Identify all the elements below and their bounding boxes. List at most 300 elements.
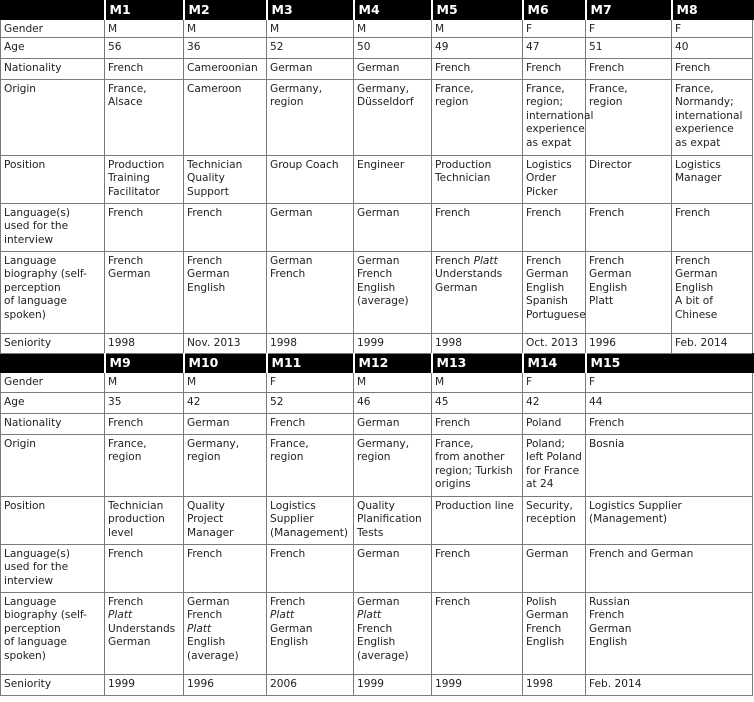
cell-line: English xyxy=(526,281,565,294)
cell-line: spoken) xyxy=(4,649,46,662)
table-cell: 1996 xyxy=(184,675,267,696)
table-cell: 45 xyxy=(432,393,523,414)
table-cell: 42 xyxy=(184,393,267,414)
table-cell: 1999 xyxy=(105,675,184,696)
table-row xyxy=(1,497,753,545)
table-row xyxy=(1,252,753,334)
row-label: Position xyxy=(1,497,105,545)
cell-line: interview xyxy=(4,574,54,587)
table-cell xyxy=(672,80,753,156)
cell-line: Portuguese xyxy=(526,308,586,321)
cell-line: German xyxy=(108,636,151,649)
table-cell xyxy=(586,435,753,497)
table-cell xyxy=(354,497,432,545)
cell-line: Logistics xyxy=(270,500,316,512)
cell-line: Production xyxy=(108,159,165,171)
table-row xyxy=(1,334,753,354)
table-cell: French xyxy=(267,545,354,593)
cell-line: Russian xyxy=(589,596,630,608)
cell-line: Düsseldorf xyxy=(357,96,414,109)
table-cell xyxy=(586,593,753,675)
table-cell: 46 xyxy=(354,393,432,414)
cell-line: English xyxy=(589,281,628,294)
participant-header: M6 xyxy=(523,1,586,20)
table-cell xyxy=(523,497,586,545)
table-cell: French xyxy=(432,414,523,435)
cell-line: Alsace xyxy=(108,96,143,109)
table-cell: M xyxy=(184,373,267,393)
table-cell xyxy=(432,497,523,545)
cell-line: experience xyxy=(526,123,585,136)
participant-header: M4 xyxy=(354,1,432,20)
table-row xyxy=(1,393,753,414)
cell-line: Supplier xyxy=(270,513,314,526)
cell-line: France, xyxy=(108,438,147,450)
cell-line: Quality xyxy=(187,500,225,512)
cell-line: region xyxy=(589,96,623,109)
table-cell xyxy=(105,252,184,334)
participant-header: M10 xyxy=(184,354,267,373)
table-cell xyxy=(267,593,354,675)
row-label: Position xyxy=(1,156,105,204)
table-cell xyxy=(523,435,586,497)
table-cell: German xyxy=(523,545,586,593)
cell-line: Order Picker xyxy=(526,172,558,198)
table-cell xyxy=(184,593,267,675)
participant-header: M1 xyxy=(105,1,184,20)
table-cell: 56 xyxy=(105,38,184,59)
cell-line: German xyxy=(589,268,632,281)
table-cell: Feb. 2014 xyxy=(586,675,753,696)
participant-header: M8 xyxy=(672,1,753,20)
cell-line: Platt xyxy=(589,295,614,308)
table-cell xyxy=(105,593,184,675)
cell-line: Logistics xyxy=(526,159,572,171)
table-cell xyxy=(432,156,523,204)
cell-line: Planification xyxy=(357,513,422,526)
cell-line: French xyxy=(270,268,306,281)
cell-line: region xyxy=(270,451,304,464)
table-cell: French xyxy=(105,204,184,252)
cell-line: Technician xyxy=(435,172,491,185)
cell-line: Manager xyxy=(187,526,234,539)
participant-header: M15 xyxy=(586,354,753,373)
cell-line: (average) xyxy=(357,295,409,308)
header-corner xyxy=(1,354,105,373)
cell-line: German xyxy=(357,596,400,608)
cell-line: (average) xyxy=(357,649,409,662)
table-cell: French xyxy=(432,204,523,252)
table-cell xyxy=(432,80,523,156)
cell-line: Cameroon xyxy=(187,83,242,95)
cell-line: Germany, xyxy=(270,83,323,95)
cell-line: English xyxy=(187,281,226,294)
table-cell: 52 xyxy=(267,393,354,414)
table-cell xyxy=(354,593,432,675)
cell-line: left Poland xyxy=(526,451,582,464)
cell-line: Understands xyxy=(435,268,503,281)
table-cell xyxy=(105,497,184,545)
cell-line: Platt xyxy=(187,622,212,635)
cell-line: German xyxy=(270,622,313,635)
table-cell: French xyxy=(672,204,753,252)
cell-line: Production line xyxy=(435,500,514,512)
table-cell: M xyxy=(354,373,432,393)
row-label: Nationality xyxy=(1,414,105,435)
table-cell xyxy=(523,80,594,156)
row-label: Age xyxy=(1,38,105,59)
table-cell: 2006 xyxy=(267,675,354,696)
table-cell: M xyxy=(267,20,354,38)
cell-line: Project xyxy=(187,513,224,526)
cell-line: experience xyxy=(675,123,734,136)
table-row xyxy=(1,435,753,497)
table-cell: 1998 xyxy=(267,334,354,354)
table-cell xyxy=(105,80,184,156)
table-cell xyxy=(432,435,523,497)
cell-line: French xyxy=(187,609,223,622)
table-row xyxy=(1,59,753,80)
cell-line: reception xyxy=(526,513,576,526)
table-cell: M xyxy=(354,20,432,38)
cell-line: from another xyxy=(435,451,505,464)
table-cell: Nov. 2013 xyxy=(184,334,267,354)
table-cell xyxy=(105,435,184,497)
cell-line: France, xyxy=(270,438,309,450)
participant-header: M11 xyxy=(267,354,354,373)
table-cell: Feb. 2014 xyxy=(672,334,753,354)
row-label: Gender xyxy=(1,373,105,393)
participant-header: M3 xyxy=(267,1,354,20)
table-cell: German xyxy=(267,59,354,80)
cell-line: A bit of xyxy=(675,295,714,308)
table-cell: German xyxy=(354,59,432,80)
table-cell: 1999 xyxy=(354,675,432,696)
table-cell: F xyxy=(586,373,753,393)
cell-line: perception xyxy=(4,281,61,294)
cell-line: region xyxy=(357,451,391,464)
cell-line: French xyxy=(526,622,562,635)
table-cell: French xyxy=(105,59,184,80)
table-cell: French xyxy=(105,545,184,593)
table-cell xyxy=(184,435,267,497)
cell-line: Poland; xyxy=(526,438,565,450)
participant-header: M13 xyxy=(432,354,523,373)
table-cell xyxy=(432,252,523,334)
table-cell: German xyxy=(184,414,267,435)
cell-line: Tests xyxy=(357,526,384,539)
cell-line: English xyxy=(589,636,628,649)
cell-line: French xyxy=(589,255,625,267)
table-cell: French xyxy=(523,59,586,80)
cell-line: German xyxy=(435,281,478,294)
cell-line: Language(s) xyxy=(4,207,71,219)
table-cell xyxy=(184,497,267,545)
table-cell: German xyxy=(354,204,432,252)
table-cell: French xyxy=(184,545,267,593)
table-cell xyxy=(523,156,586,204)
table-row xyxy=(1,38,753,59)
cell-line: English xyxy=(526,636,565,649)
cell-line: as expat xyxy=(526,136,572,149)
table-row xyxy=(1,414,753,435)
table-cell: M xyxy=(432,373,523,393)
table-cell xyxy=(586,497,753,545)
cell-line: German xyxy=(675,268,718,281)
cell-line: French xyxy=(589,609,625,622)
cell-line: of language xyxy=(4,295,67,308)
cell-line: Manager xyxy=(675,172,722,185)
table-cell: F xyxy=(523,20,586,38)
cell-line: French xyxy=(435,596,471,608)
cell-line: Logistics xyxy=(675,159,721,171)
cell-line: English xyxy=(270,636,309,649)
table-cell xyxy=(586,156,672,204)
cell-text: Platt xyxy=(473,255,498,267)
cell-line: Logistics Supplier xyxy=(589,500,682,512)
cell-line: Germany, xyxy=(187,438,240,450)
table-cell xyxy=(184,80,267,156)
table-cell: 40 xyxy=(672,38,753,59)
cell-line: biography (self- xyxy=(4,268,87,281)
table-cell xyxy=(354,156,432,204)
table-cell: 50 xyxy=(354,38,432,59)
table-cell: 1999 xyxy=(354,334,432,354)
table-row xyxy=(1,545,753,593)
participant-header: M12 xyxy=(354,354,432,373)
cell-line: for France xyxy=(526,464,580,477)
cell-line: German xyxy=(108,268,151,281)
table-cell xyxy=(184,252,267,334)
table-cell: French xyxy=(586,59,672,80)
table-row xyxy=(1,204,753,252)
cell-line: Quality xyxy=(357,500,395,512)
cell-line: region xyxy=(187,451,221,464)
table-cell: F xyxy=(586,20,672,38)
table-cell xyxy=(267,80,354,156)
table-row xyxy=(1,593,753,675)
table-cell: 44 xyxy=(586,393,753,414)
cell-line: France, xyxy=(675,83,714,95)
cell-line: Polish xyxy=(526,596,557,608)
table-cell: French xyxy=(184,204,267,252)
row-label: Origin xyxy=(1,435,105,497)
header-row xyxy=(1,354,753,373)
participant-header: M5 xyxy=(432,1,523,20)
cell-line: region xyxy=(435,96,469,109)
table-cell xyxy=(523,593,586,675)
table-cell xyxy=(267,435,354,497)
table-cell: German xyxy=(267,204,354,252)
table-cell xyxy=(354,80,432,156)
cell-line: Platt xyxy=(270,609,295,622)
cell-line: German xyxy=(270,255,313,267)
cell-line: Platt xyxy=(108,609,133,622)
cell-line: French xyxy=(108,255,144,267)
table-row xyxy=(1,20,753,38)
cell-line: German xyxy=(357,255,400,267)
cell-line: Language(s) xyxy=(4,548,71,560)
row-label xyxy=(1,545,105,593)
cell-text: French xyxy=(435,255,474,267)
cell-line: Training xyxy=(108,172,150,185)
table-cell: 47 xyxy=(523,38,586,59)
table-cell: French xyxy=(432,545,523,593)
table-cell xyxy=(267,252,354,334)
table-cell: Oct. 2013 xyxy=(523,334,586,354)
cell-line: origins xyxy=(435,478,471,491)
cell-line: French xyxy=(270,596,306,608)
table-cell: Poland xyxy=(523,414,586,435)
cell-line: German xyxy=(526,268,569,281)
cell-line: Germany, xyxy=(357,83,410,95)
cell-line: perception xyxy=(4,622,61,635)
cell-line: Support xyxy=(187,185,229,198)
cell-line: (average) xyxy=(187,649,239,662)
table-cell: 36 xyxy=(184,38,267,59)
table-cell: French xyxy=(672,59,753,80)
cell-line: Security, xyxy=(526,500,573,512)
table-cell: French xyxy=(586,204,672,252)
table-cell: 49 xyxy=(432,38,523,59)
header-corner xyxy=(1,1,105,20)
cell-line: Group Coach xyxy=(270,159,339,171)
cell-line: Language xyxy=(4,255,57,267)
participant-header: M9 xyxy=(105,354,184,373)
row-label: Nationality xyxy=(1,59,105,80)
cell-line: German xyxy=(187,596,230,608)
row-label xyxy=(1,593,105,675)
cell-line: Production xyxy=(435,159,492,171)
cell-line: Technician xyxy=(187,159,243,171)
row-label xyxy=(1,252,105,334)
cell-line: (Management) xyxy=(589,513,668,526)
table-body xyxy=(1,1,753,696)
table-row xyxy=(1,675,753,696)
cell-line: Language xyxy=(4,596,57,608)
cell-line: Normandy; xyxy=(675,96,734,109)
table-cell: French xyxy=(432,59,523,80)
table-cell: French xyxy=(105,414,184,435)
cell-line: as expat xyxy=(675,136,721,149)
table-cell: F xyxy=(672,20,753,38)
cell-line: Engineer xyxy=(357,159,405,171)
table-cell xyxy=(432,593,523,675)
cell-line: German xyxy=(187,268,230,281)
cell-line: English xyxy=(675,281,714,294)
table-cell: German xyxy=(354,414,432,435)
cell-line: Understands xyxy=(108,622,176,635)
table-cell: 1998 xyxy=(432,334,523,354)
cell-line: France, xyxy=(108,83,147,95)
cell-line: international xyxy=(675,109,743,122)
cell-line: French xyxy=(526,255,562,267)
cell-line: French xyxy=(675,255,711,267)
cell-line: used for the xyxy=(4,220,69,233)
cell-line: German xyxy=(526,609,569,622)
cell-line: Bosnia xyxy=(589,438,625,450)
table-row xyxy=(1,80,753,156)
cell-line: region; Turkish xyxy=(435,464,513,477)
participant-header: M2 xyxy=(184,1,267,20)
cell-line: French xyxy=(357,622,393,635)
cell-line: France, xyxy=(435,83,474,95)
cell-line: international xyxy=(526,109,594,122)
cell-line: French xyxy=(357,268,393,281)
cell-line: spoken) xyxy=(4,308,46,321)
cell-line: English xyxy=(357,281,396,294)
row-label: Seniority xyxy=(1,675,105,696)
cell-line: Platt xyxy=(357,609,382,622)
table-cell: 1996 xyxy=(586,334,672,354)
cell-line: German xyxy=(589,622,632,635)
table-cell: French xyxy=(523,204,586,252)
table-cell: Cameroonian xyxy=(184,59,267,80)
cell-line: interview xyxy=(4,233,54,246)
table-cell: 51 xyxy=(586,38,672,59)
table-cell xyxy=(354,435,432,497)
cell-line: used for the xyxy=(4,561,69,574)
cell-line: French xyxy=(187,255,223,267)
table-cell xyxy=(267,497,354,545)
cell-line: Quality xyxy=(187,172,225,185)
table-cell xyxy=(586,252,672,334)
table-cell: F xyxy=(523,373,586,393)
table-cell xyxy=(586,80,672,156)
table-cell xyxy=(672,156,753,204)
cell-line: France, xyxy=(589,83,628,95)
table-cell: M xyxy=(184,20,267,38)
table-cell xyxy=(354,252,432,334)
table-cell: M xyxy=(105,20,184,38)
cell-line: biography (self- xyxy=(4,609,87,622)
row-label xyxy=(1,204,105,252)
cell-line: Germany, xyxy=(357,438,410,450)
participant-header: M7 xyxy=(586,1,672,20)
table-cell xyxy=(105,156,184,204)
table-cell: M xyxy=(432,20,523,38)
table-cell: M xyxy=(105,373,184,393)
table-cell xyxy=(267,156,354,204)
cell-line: (Management) xyxy=(270,526,349,539)
cell-line: Director xyxy=(589,159,632,171)
header-row xyxy=(1,1,753,20)
table-cell: French xyxy=(586,414,753,435)
cell-line: Chinese xyxy=(675,308,718,321)
table-cell xyxy=(523,252,586,334)
participant-header: M14 xyxy=(523,354,586,373)
table-cell: 1998 xyxy=(105,334,184,354)
cell-line: region xyxy=(108,451,142,464)
cell-line: level xyxy=(108,526,134,539)
table-cell: French xyxy=(267,414,354,435)
table-cell: 1999 xyxy=(432,675,523,696)
table-cell: 52 xyxy=(267,38,354,59)
cell-line: of language xyxy=(4,636,67,649)
table-cell: 35 xyxy=(105,393,184,414)
cell-line: Facilitator xyxy=(108,185,160,198)
table-cell: French and German xyxy=(586,545,753,593)
cell-line xyxy=(435,255,522,268)
cell-line: French xyxy=(108,596,144,608)
table-cell: 1998 xyxy=(523,675,586,696)
cell-line: Technician xyxy=(108,500,164,512)
cell-line: English xyxy=(187,636,226,649)
table-cell xyxy=(184,156,267,204)
table-cell: F xyxy=(267,373,354,393)
table-row xyxy=(1,156,753,204)
cell-line: region; xyxy=(526,96,564,109)
